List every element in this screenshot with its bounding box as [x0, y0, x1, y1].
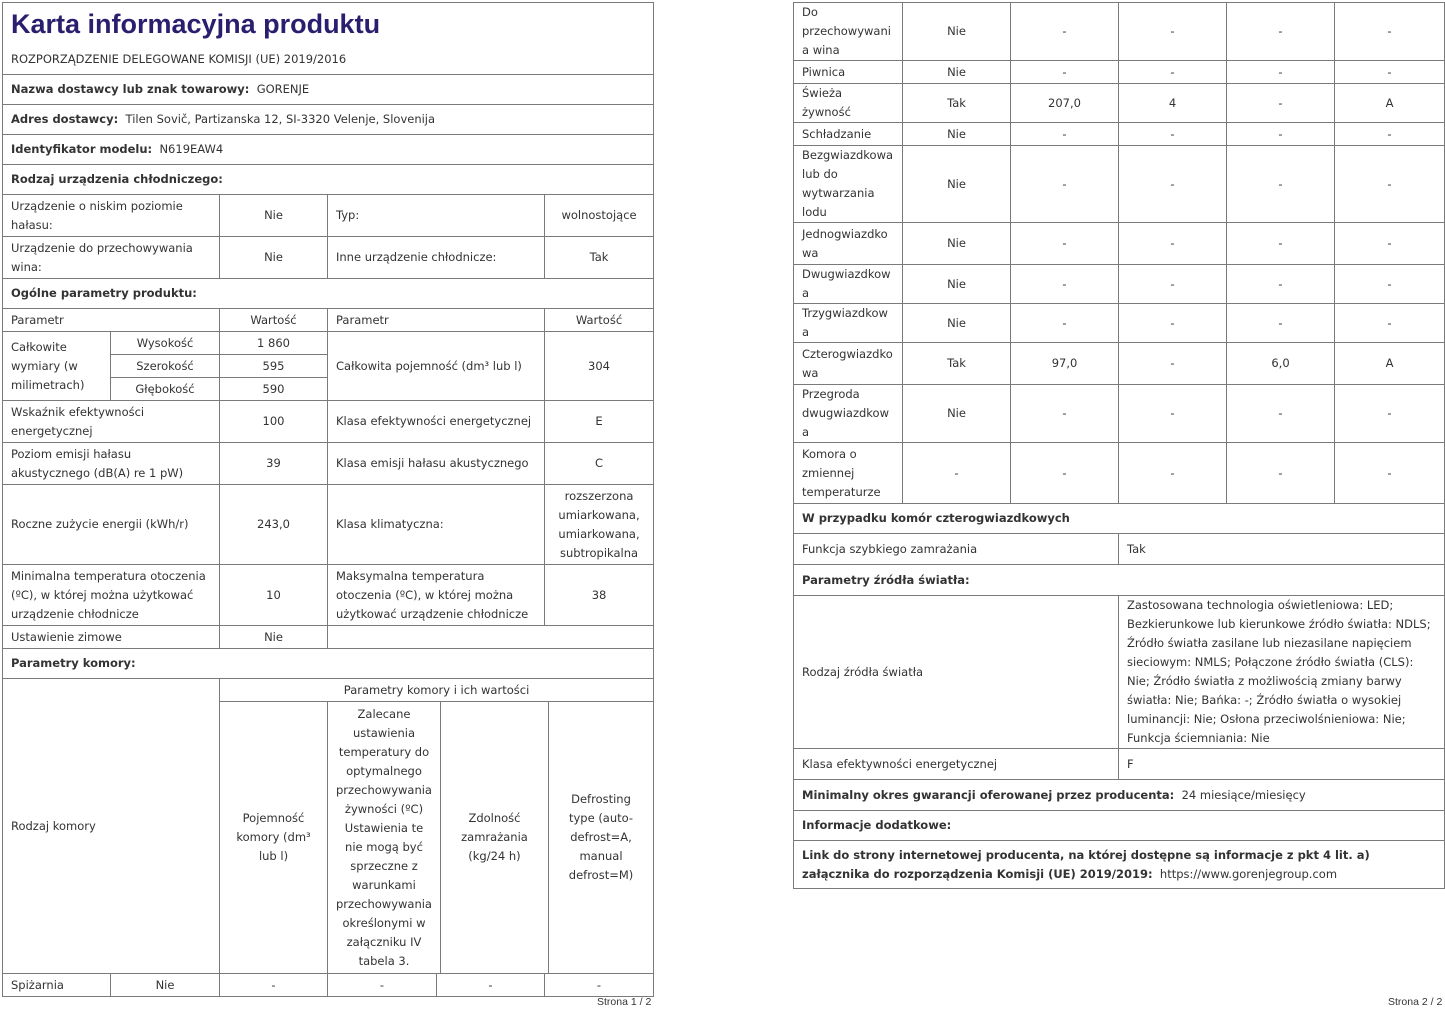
param-name: Poziom emisji hałasu akustycznego (dB(A) re 1 pW)	[3, 443, 220, 485]
supplier-row	[3, 75, 654, 105]
compartment-value: -	[1011, 123, 1119, 146]
compartment-value: -	[1335, 265, 1445, 304]
compartment-value: -	[1227, 443, 1335, 504]
param-name: Wskaźnik efektywności energetycznej	[3, 401, 220, 443]
table-row	[794, 385, 1445, 443]
compartment-subcolumns	[220, 702, 654, 974]
table-row	[794, 304, 1445, 343]
compartment-value: -	[1227, 3, 1335, 61]
compartment-value: -	[1011, 385, 1119, 443]
compartment-col-header: Pojemność komory (dm³ lub l)	[220, 702, 328, 973]
compartment-present: Nie	[903, 61, 1011, 84]
compartment-values-block	[220, 679, 654, 702]
compartment-value: -	[1119, 61, 1227, 84]
param-name: Funkcja szybkiego zamrażania	[794, 534, 1119, 565]
compartment-value: 4	[1119, 84, 1227, 123]
capacity-label: Całkowita pojemność (dm³ lub l)	[328, 332, 545, 401]
param-name: Urządzenie o niskim poziomie hałasu:	[3, 195, 220, 237]
compartment-value: -	[1011, 146, 1119, 223]
param-value: Nie	[220, 626, 328, 649]
compartment-value: -	[1335, 443, 1445, 504]
dimensions-label: Całkowite wymiary (w milimetrach)	[3, 332, 111, 401]
param-value: Tak	[545, 237, 654, 279]
compartment-present: Nie	[903, 385, 1011, 443]
dimension-value: 1 860	[220, 332, 328, 355]
compartment-value: -	[328, 974, 437, 997]
compartment-name: Komora o zmiennej temperaturze	[794, 443, 903, 504]
warranty-label: Minimalny okres gwarancji oferowanej przez producenta:	[802, 787, 1175, 802]
param-name: Klasa klimatyczna:	[328, 485, 545, 565]
four-star-header: W przypadku komór czterogwiazdkowych	[794, 504, 1445, 534]
compartment-name: Do przechowywania wina	[794, 3, 903, 61]
address-label: Adres dostawcy:	[11, 112, 119, 126]
compartment-col-header: Zdolność zamrażania (kg/24 h)	[441, 702, 549, 973]
column-header: Parametr	[328, 309, 545, 332]
compartment-value: -	[1119, 3, 1227, 61]
manufacturer-link[interactable]: https://www.gorenjegroup.com	[1159, 866, 1338, 881]
address-row	[3, 105, 654, 135]
compartment-value: -	[220, 974, 328, 997]
table-row	[3, 401, 654, 443]
page-title: Karta informacyjna produktu	[3, 3, 654, 45]
param-value: wolnostojące	[545, 195, 654, 237]
compartment-value: -	[545, 974, 654, 997]
param-name: Maksymalna temperatura otoczenia (ºC), w której można użytkować urządzenie chłodnicze	[328, 565, 545, 626]
compartment-value: -	[437, 974, 545, 997]
table-row	[3, 443, 654, 485]
table-row	[794, 534, 1445, 565]
param-name: Typ:	[328, 195, 545, 237]
compartment-value: -	[1227, 146, 1335, 223]
page-number: Strona 1 / 2	[597, 996, 652, 1008]
compartment-value: -	[1119, 146, 1227, 223]
compartment-value: -	[1119, 265, 1227, 304]
warranty-row	[794, 780, 1445, 811]
compartment-value: -	[1227, 84, 1335, 123]
compartment-value: -	[1335, 223, 1445, 265]
light-source-header: Parametry źródła światła:	[794, 565, 1445, 596]
compartment-name: Trzygwiazdkowa	[794, 304, 903, 343]
compartment-name: Bezgwiazdkowa lub do wytwarzania lodu	[794, 146, 903, 223]
warranty-value: 24 miesiące/miesięcy	[1181, 787, 1306, 802]
compartment-value: -	[1227, 61, 1335, 84]
compartment-name: Czterogwiazdkowa	[794, 343, 903, 385]
model-label: Identyfikator modelu:	[11, 142, 153, 156]
link-label: Link do strony internetowej producenta, na której dostępne są informacje z pkt 4 lit. a) załącznika do rozporządzenia Komisji (UE) 2019/2019:	[802, 847, 1370, 881]
param-name: Inne urządzenie chłodnicze:	[328, 237, 545, 279]
dimension-name: Wysokość	[111, 332, 220, 355]
compartment-present: Nie	[903, 223, 1011, 265]
dimension-value: 595	[220, 355, 328, 378]
compartment-value: -	[1335, 385, 1445, 443]
compartment-present: -	[903, 443, 1011, 504]
compartment-params-header: Parametry komory:	[3, 649, 654, 679]
table-row	[3, 195, 654, 237]
dimension-name: Głębokość	[111, 378, 220, 401]
param-name: Rodzaj źródła światła	[794, 596, 1119, 749]
param-value: Nie	[220, 237, 328, 279]
compartment-value: -	[1227, 123, 1335, 146]
general-params-header: Ogólne parametry produktu:	[3, 279, 654, 309]
table-row	[794, 84, 1445, 123]
compartment-value: -	[1119, 304, 1227, 343]
compartment-value: -	[1011, 61, 1119, 84]
compartment-value: -	[1335, 61, 1445, 84]
compartment-values-header: Parametry komory i ich wartości	[343, 682, 530, 697]
param-value: Nie	[220, 195, 328, 237]
compartment-name: Świeża żywność	[794, 84, 903, 123]
compartment-name: Piwnica	[794, 61, 903, 84]
param-value: Tak	[1119, 534, 1445, 565]
table-row	[794, 223, 1445, 265]
compartment-present: Nie	[111, 974, 220, 997]
param-value: rozszerzona umiarkowana, umiarkowana, subtropikalna	[545, 485, 654, 565]
compartment-value: -	[1011, 265, 1119, 304]
param-value: C	[545, 443, 654, 485]
compartment-present: Nie	[903, 265, 1011, 304]
table-row	[794, 3, 1445, 61]
product-info-sheet-page-2	[793, 2, 1445, 889]
compartment-name: Dwugwiazdkowa	[794, 265, 903, 304]
compartment-value: -	[1011, 3, 1119, 61]
address-value: Tilen Sovič, Partizanska 12, SI-3320 Velenje, Slovenija	[125, 112, 436, 126]
compartment-value: -	[1335, 3, 1445, 61]
compartment-value: A	[1335, 84, 1445, 123]
compartment-value: -	[1227, 304, 1335, 343]
dimension-name: Szerokość	[111, 355, 220, 378]
param-name: Urządzenie do przechowywania wina:	[3, 237, 220, 279]
appliance-type-header: Rodzaj urządzenia chłodniczego:	[3, 165, 654, 195]
compartment-name: Spiżarnia	[3, 974, 111, 997]
compartment-value: -	[1335, 123, 1445, 146]
regulation-text: ROZPORZĄDZENIE DELEGOWANE KOMISJI (UE) 2019/2016	[3, 45, 654, 75]
param-name: Ustawienie zimowe	[3, 626, 220, 649]
model-value: N619EAW4	[159, 142, 224, 156]
capacity-value: 304	[545, 332, 654, 401]
table-row	[3, 332, 654, 355]
dimension-value: 590	[220, 378, 328, 401]
compartment-present: Nie	[903, 123, 1011, 146]
compartment-name: Przegroda dwugwiazdkowa	[794, 385, 903, 443]
param-value: 243,0	[220, 485, 328, 565]
compartment-value: -	[1011, 223, 1119, 265]
compartment-value: -	[1335, 146, 1445, 223]
additional-info-header: Informacje dodatkowe:	[794, 811, 1445, 841]
compartment-present: Tak	[903, 84, 1011, 123]
compartment-value: -	[1227, 265, 1335, 304]
param-name: Klasa emisji hałasu akustycznego	[328, 443, 545, 485]
param-name: Roczne zużycie energii (kWh/r)	[3, 485, 220, 565]
empty-cell	[328, 626, 654, 649]
table-row	[3, 679, 654, 702]
compartment-name: Schładzanie	[794, 123, 903, 146]
compartment-present: Nie	[903, 304, 1011, 343]
param-value: 38	[545, 565, 654, 626]
param-name: Klasa efektywności energetycznej	[328, 401, 545, 443]
column-header: Parametr	[3, 309, 220, 332]
supplier-label: Nazwa dostawcy lub znak towarowy:	[11, 82, 250, 96]
compartment-value: 207,0	[1011, 84, 1119, 123]
table-row	[794, 443, 1445, 504]
table-row	[3, 626, 654, 649]
model-row	[3, 135, 654, 165]
product-info-sheet-page-1	[2, 2, 654, 974]
table-row	[3, 565, 654, 626]
compartment-value: -	[1227, 223, 1335, 265]
param-value: Zastosowana technologia oświetleniowa: LED; Bezkierunkowe lub kierunkowe źródło światła: NDLS; Źródło światła zasilane lub niezasilane napięciem sieciowym: NMLS; Połączone źródło światła (CLS): Nie; Źródło światła z możliwością zmiany barwy światła: Nie; Bańka: -; Źródło światła o wysokiej luminancji: Nie; Osłona przeciwolśnieniowa: Nie; Funkcja ściemniania: Nie	[1119, 596, 1445, 749]
param-value: F	[1119, 749, 1445, 780]
column-headers	[3, 309, 654, 332]
compartment-value: -	[1227, 385, 1335, 443]
manufacturer-link-row	[794, 841, 1445, 889]
compartment-col-header: Defrosting type (auto-defrost=A, manual defrost=M)	[568, 792, 634, 882]
page-number: Strona 2 / 2	[1388, 996, 1443, 1008]
compartment-name: Jednogwiazdkowa	[794, 223, 903, 265]
compartment-value: 6,0	[1227, 343, 1335, 385]
param-value: E	[545, 401, 654, 443]
table-row	[794, 123, 1445, 146]
compartment-value: -	[1119, 343, 1227, 385]
compartment-type-label: Rodzaj komory	[3, 679, 220, 974]
column-header: Wartość	[545, 309, 654, 332]
table-row	[3, 974, 654, 997]
param-name: Minimalna temperatura otoczenia (ºC), w której można użytkować urządzenie chłodnicze	[3, 565, 220, 626]
table-row	[794, 146, 1445, 223]
compartment-value: -	[1119, 123, 1227, 146]
column-header: Wartość	[220, 309, 328, 332]
compartment-value: A	[1335, 343, 1445, 385]
compartment-value: -	[1011, 443, 1119, 504]
param-value: 100	[220, 401, 328, 443]
table-row	[794, 265, 1445, 304]
compartment-value: -	[1119, 443, 1227, 504]
compartment-present: Nie	[903, 146, 1011, 223]
table-row	[794, 343, 1445, 385]
table-row	[794, 749, 1445, 780]
table-row	[3, 485, 654, 565]
table-row	[3, 237, 654, 279]
compartment-value: -	[1011, 304, 1119, 343]
supplier-value: GORENJE	[256, 82, 310, 96]
param-value: 39	[220, 443, 328, 485]
compartment-value: -	[1335, 304, 1445, 343]
table-row	[794, 61, 1445, 84]
table-row	[794, 596, 1445, 749]
compartment-present: Tak	[903, 343, 1011, 385]
compartment-value: 97,0	[1011, 343, 1119, 385]
compartment-value: -	[1119, 385, 1227, 443]
compartment-row-spizarnia	[2, 973, 654, 997]
param-name: Klasa efektywności energetycznej	[794, 749, 1119, 780]
compartment-present: Nie	[903, 3, 1011, 61]
compartment-value: -	[1119, 223, 1227, 265]
param-value: 10	[220, 565, 328, 626]
compartment-col-header: Zalecane ustawienia temperatury do optymalnego przechowywania żywności (ºC) Ustawienia te nie mogą być sprzeczne z warunkami przechowywania określonymi w załączniku IV tabela 3.	[328, 702, 441, 973]
